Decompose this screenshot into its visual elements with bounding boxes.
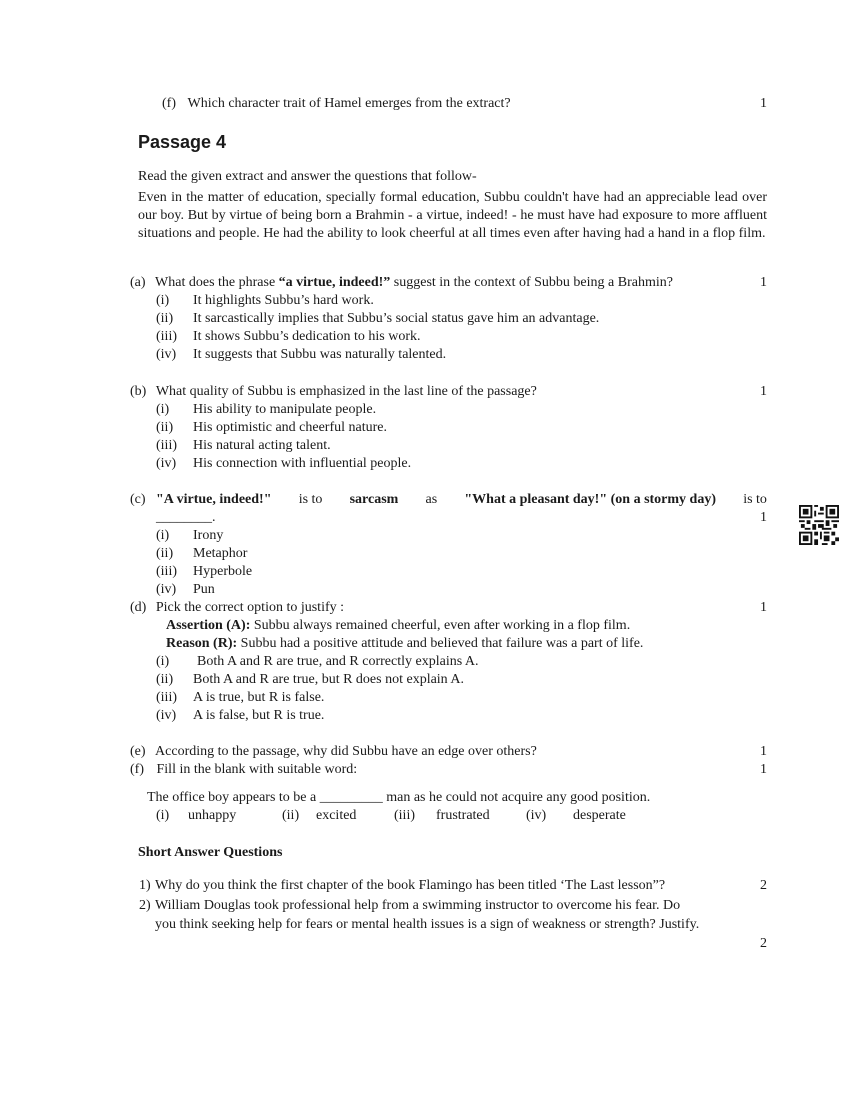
options-row <box>156 807 626 825</box>
option-number: (ii) <box>156 546 174 561</box>
question-text: Why do you think the first chapter of the book Flamingo has been titled ‘The Last lesson”? <box>155 878 666 893</box>
option-number: (ii) <box>282 808 300 823</box>
option-text: Metaphor <box>193 546 248 561</box>
option <box>156 328 421 346</box>
question-c-label: (c) <box>130 492 146 507</box>
option-number: (iii) <box>156 564 177 579</box>
short-answer-question <box>139 897 680 915</box>
option-text: His optimistic and cheerful nature. <box>193 420 387 435</box>
passage-instruction: Read the given extract and answer the questions that follow- <box>138 169 477 184</box>
option-text: His natural acting talent. <box>193 438 331 453</box>
question-f-previous <box>162 95 511 113</box>
question-text-post: suggest in the context of Subbu being a Brahmin? <box>390 275 673 290</box>
marks: 1 <box>760 384 767 399</box>
option-text: It shows Subbu’s dedication to his work. <box>193 329 421 344</box>
option <box>156 455 411 473</box>
question-label: (a) <box>130 275 146 290</box>
option-number: (ii) <box>156 311 174 326</box>
assertion-label: Assertion (A): <box>166 618 251 633</box>
option-text: unhappy <box>188 808 237 823</box>
option-text: Both A and R are true, but R does not explain A. <box>193 672 465 687</box>
option-text: It sarcastically implies that Subbu’s social status gave him an advantage. <box>193 311 600 326</box>
option-text: It highlights Subbu’s hard work. <box>193 293 374 308</box>
option <box>156 346 446 364</box>
question-b <box>130 383 537 401</box>
question-text-line1: William Douglas took professional help from a swimming instructor to overcome his fear. Do <box>155 898 681 913</box>
analogy-part: "A virtue, indeed!" <box>156 492 272 507</box>
option-number: (iv) <box>156 456 177 471</box>
option-text: Irony <box>193 528 224 543</box>
marks: 2 <box>760 936 767 951</box>
reason-label: Reason (R): <box>166 636 238 651</box>
question-text: According to the passage, why did Subbu have an edge over others? <box>155 744 537 759</box>
option-number: (iii) <box>156 690 177 705</box>
option-number: (i) <box>156 808 170 823</box>
option <box>156 401 376 419</box>
option <box>156 689 324 707</box>
option-number: (ii) <box>156 672 174 687</box>
assertion-text: Subbu always remained cheerful, even after working in a flop film. <box>253 618 631 633</box>
option-number: (iii) <box>394 808 415 823</box>
analogy-part: sarcasm <box>349 492 399 507</box>
option-text: His ability to manipulate people. <box>193 402 377 417</box>
option-number: (iv) <box>156 582 177 597</box>
question-text: Pick the correct option to justify : <box>155 600 345 615</box>
option <box>156 310 599 328</box>
option-number: (ii) <box>156 420 174 435</box>
option <box>156 419 387 437</box>
marks: 1 <box>760 744 767 759</box>
option-text: His connection with influential people. <box>193 456 412 471</box>
answer-blank: ________. <box>156 510 216 525</box>
question-text-pre: What does the phrase <box>155 275 279 290</box>
marks: 2 <box>760 878 767 893</box>
option-number: (iv) <box>526 808 547 823</box>
question-text-line2: you think seeking help for fears or mental health issues is a sign of weakness or strength? Justify. <box>155 917 700 932</box>
analogy-part: "What a pleasant day!" (on a stormy day) <box>464 492 717 507</box>
option <box>156 671 464 689</box>
question-a <box>130 274 673 292</box>
option-text: desperate <box>573 808 626 823</box>
option <box>156 292 374 310</box>
reason-text: Subbu had a positive attitude and believed that failure was a part of life. <box>240 636 644 651</box>
question-c-text <box>156 491 767 509</box>
option-number: (i) <box>156 654 170 669</box>
option-text: frustrated <box>436 808 490 823</box>
marks: 1 <box>760 275 767 290</box>
passage-title: Passage 4 <box>138 132 227 152</box>
question-label: (d) <box>130 600 147 615</box>
option <box>156 707 324 725</box>
option-text: A is true, but R is false. <box>193 690 325 705</box>
option <box>156 563 252 581</box>
question-d <box>130 599 344 617</box>
option-number: (iii) <box>156 438 177 453</box>
question-text: What quality of Subbu is emphasized in the last line of the passage? <box>155 384 537 399</box>
option-number: (iv) <box>156 708 177 723</box>
marks: 1 <box>760 96 767 111</box>
analogy-part: is to <box>743 492 767 507</box>
marks: 1 <box>760 510 767 525</box>
option-text: Pun <box>193 582 215 597</box>
option-text: A is false, but R is true. <box>193 708 325 723</box>
option-number: (i) <box>156 528 170 543</box>
option <box>156 653 479 671</box>
question-label: (f) <box>130 762 144 777</box>
option-number: (iii) <box>156 329 177 344</box>
option-number: (i) <box>156 293 170 308</box>
option-number: (i) <box>156 402 170 417</box>
qr-code-icon <box>799 505 839 545</box>
option <box>156 545 247 563</box>
short-answer-question <box>139 877 665 895</box>
marks: 1 <box>760 762 767 777</box>
question-label: (f) <box>162 96 176 111</box>
analogy-part: as <box>425 492 438 507</box>
question-f <box>130 761 357 779</box>
option-text: excited <box>316 808 357 823</box>
analogy-part: is to <box>298 492 323 507</box>
question-text: Which character trait of Hamel emerges from the extract? <box>187 96 511 111</box>
option-number: (iv) <box>156 347 177 362</box>
question-text: Fill in the blank with suitable word: <box>156 762 358 777</box>
question-phrase: “a virtue, indeed!” <box>278 275 391 290</box>
reason <box>166 635 643 653</box>
question-e <box>130 743 537 761</box>
fill-blank-sentence: The office boy appears to be a _________ man as he could not acquire any good position. <box>147 790 651 805</box>
option <box>156 581 215 599</box>
marks: 1 <box>760 600 767 615</box>
option-text: It suggests that Subbu was naturally talented. <box>193 347 447 362</box>
option-text: Both A and R are true, and R correctly explains A. <box>197 654 479 669</box>
question-label: (e) <box>130 744 146 759</box>
question-number: 2) <box>139 898 151 913</box>
option <box>156 437 331 455</box>
section-heading: Short Answer Questions <box>138 845 283 860</box>
option-text: Hyperbole <box>193 564 253 579</box>
question-label: (b) <box>130 384 147 399</box>
question-number: 1) <box>139 878 151 893</box>
assertion <box>166 617 630 635</box>
passage-text: Even in the matter of education, specially formal education, Subbu couldn't have had an appreciable lead over our boy. But by virtue of being born a Brahmin - a virtue, indeed! - he must have had exposure to more affluent situations and people. He had the ability to look cheerful at all times even after having had a hand in a flop film. <box>138 190 767 241</box>
option <box>156 527 223 545</box>
